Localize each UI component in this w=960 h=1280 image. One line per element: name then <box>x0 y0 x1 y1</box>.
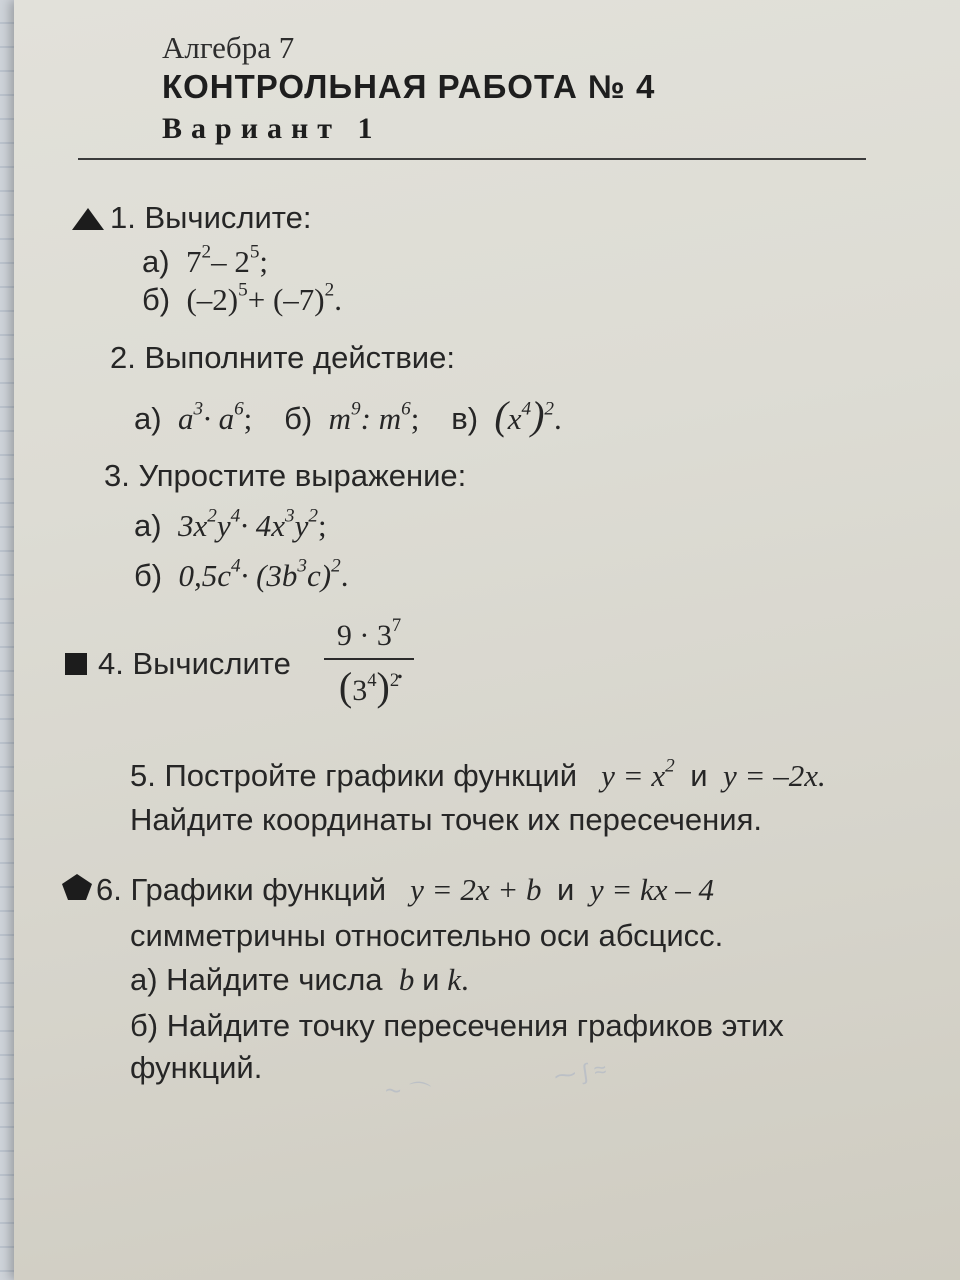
variable-b: b <box>391 962 423 997</box>
task-3b-expression: $0,5c^4\cdot (3b^3c)^2$ <box>170 555 341 593</box>
header-divider <box>78 158 866 160</box>
task-6-functions: y = 2x + b и y = kx – 4 <box>394 872 715 907</box>
task-3-title: 3. Упростите выражение: <box>104 458 467 493</box>
notebook-edge <box>0 0 14 1280</box>
task-3b-label: б) <box>134 558 163 593</box>
task-6-line-1 <box>96 872 714 908</box>
task-3a-expression: $3x^2y^4\cdot 4x^3y^2$ <box>170 505 318 543</box>
task-1b-expression: $(-2)^5+ (-7)^2$. <box>178 279 342 317</box>
task-1a <box>142 241 269 280</box>
task-6b-line-1: б) Найдите точку пересечения графиков этих <box>130 1008 784 1043</box>
task-6-text: 6. Графики функций <box>96 872 387 907</box>
task-2b-expression: $m^9$: $m^6$ <box>320 398 411 436</box>
task-2a-label: а) <box>134 401 162 436</box>
pencil-marks: ⁓ ∫ ≈ <box>552 1056 608 1089</box>
task-6a: а) Найдите числа b и k. <box>130 962 469 997</box>
task-2c-label: в) <box>451 401 479 436</box>
task-1a-label: а) <box>142 244 170 279</box>
pencil-marks-2: ∼ ⌒ <box>382 1076 432 1107</box>
task-4-period: . <box>396 650 404 685</box>
task-2c-expression: $(x^4)^2$ <box>494 393 555 438</box>
variable-k: k <box>439 962 461 997</box>
task-4-denominator: $(3^4)^2$ <box>338 664 400 709</box>
task-1a-expression: $7^2-$ $2^5$; <box>178 241 269 279</box>
task-6-line-2: симметричны относительно оси абсцисс. <box>130 918 724 953</box>
task-6b-line-2: функций. <box>130 1050 263 1085</box>
triangle-marker-icon <box>70 206 106 232</box>
task-4-title: 4. Вычислите <box>98 646 291 681</box>
task-1b-label: б) <box>142 282 171 317</box>
test-title: КОНТРОЛЬНАЯ РАБОТА № 4 <box>162 68 656 105</box>
task-5-line-1 <box>130 755 826 794</box>
task-4-numerator: $9 \cdot 3^7$ <box>336 615 402 652</box>
task-2b-label: б) <box>284 401 313 436</box>
task-2-items: а) $a^3\cdot a^6$; б) $m^9$: $m^6$; в) $(x^4)^2$. <box>134 393 562 438</box>
task-3a-label: а) <box>134 508 162 543</box>
task-5-functions: $y = x^2$ и y = –2x. <box>585 755 826 793</box>
worksheet-page <box>14 0 960 1280</box>
task-2a-expression: $a^3\cdot a^6$ <box>170 398 244 436</box>
task-1-title: 1. Вычислите: <box>110 200 312 235</box>
task-2-title: 2. Выполните действие: <box>110 340 455 375</box>
task-5-line-2: Найдите координаты точек их пересечения. <box>130 802 763 837</box>
variant-heading: Вариант 1 <box>162 112 382 145</box>
task-6a-text: а) Найдите числа <box>130 962 383 997</box>
subject-heading: Алгебра 7 <box>162 30 295 65</box>
task-1b <box>142 279 342 318</box>
pentagon-marker-icon <box>60 872 94 902</box>
task-6a-and: и <box>422 962 440 997</box>
square-marker-icon <box>64 652 88 676</box>
task-5-text: 5. Постройте графики функций <box>130 758 578 793</box>
task-3b: б) $0,5c^4\cdot (3b^3c)^2$. <box>134 555 349 593</box>
task-3a: а) $3x^2y^4\cdot 4x^3y^2$; <box>134 505 327 543</box>
